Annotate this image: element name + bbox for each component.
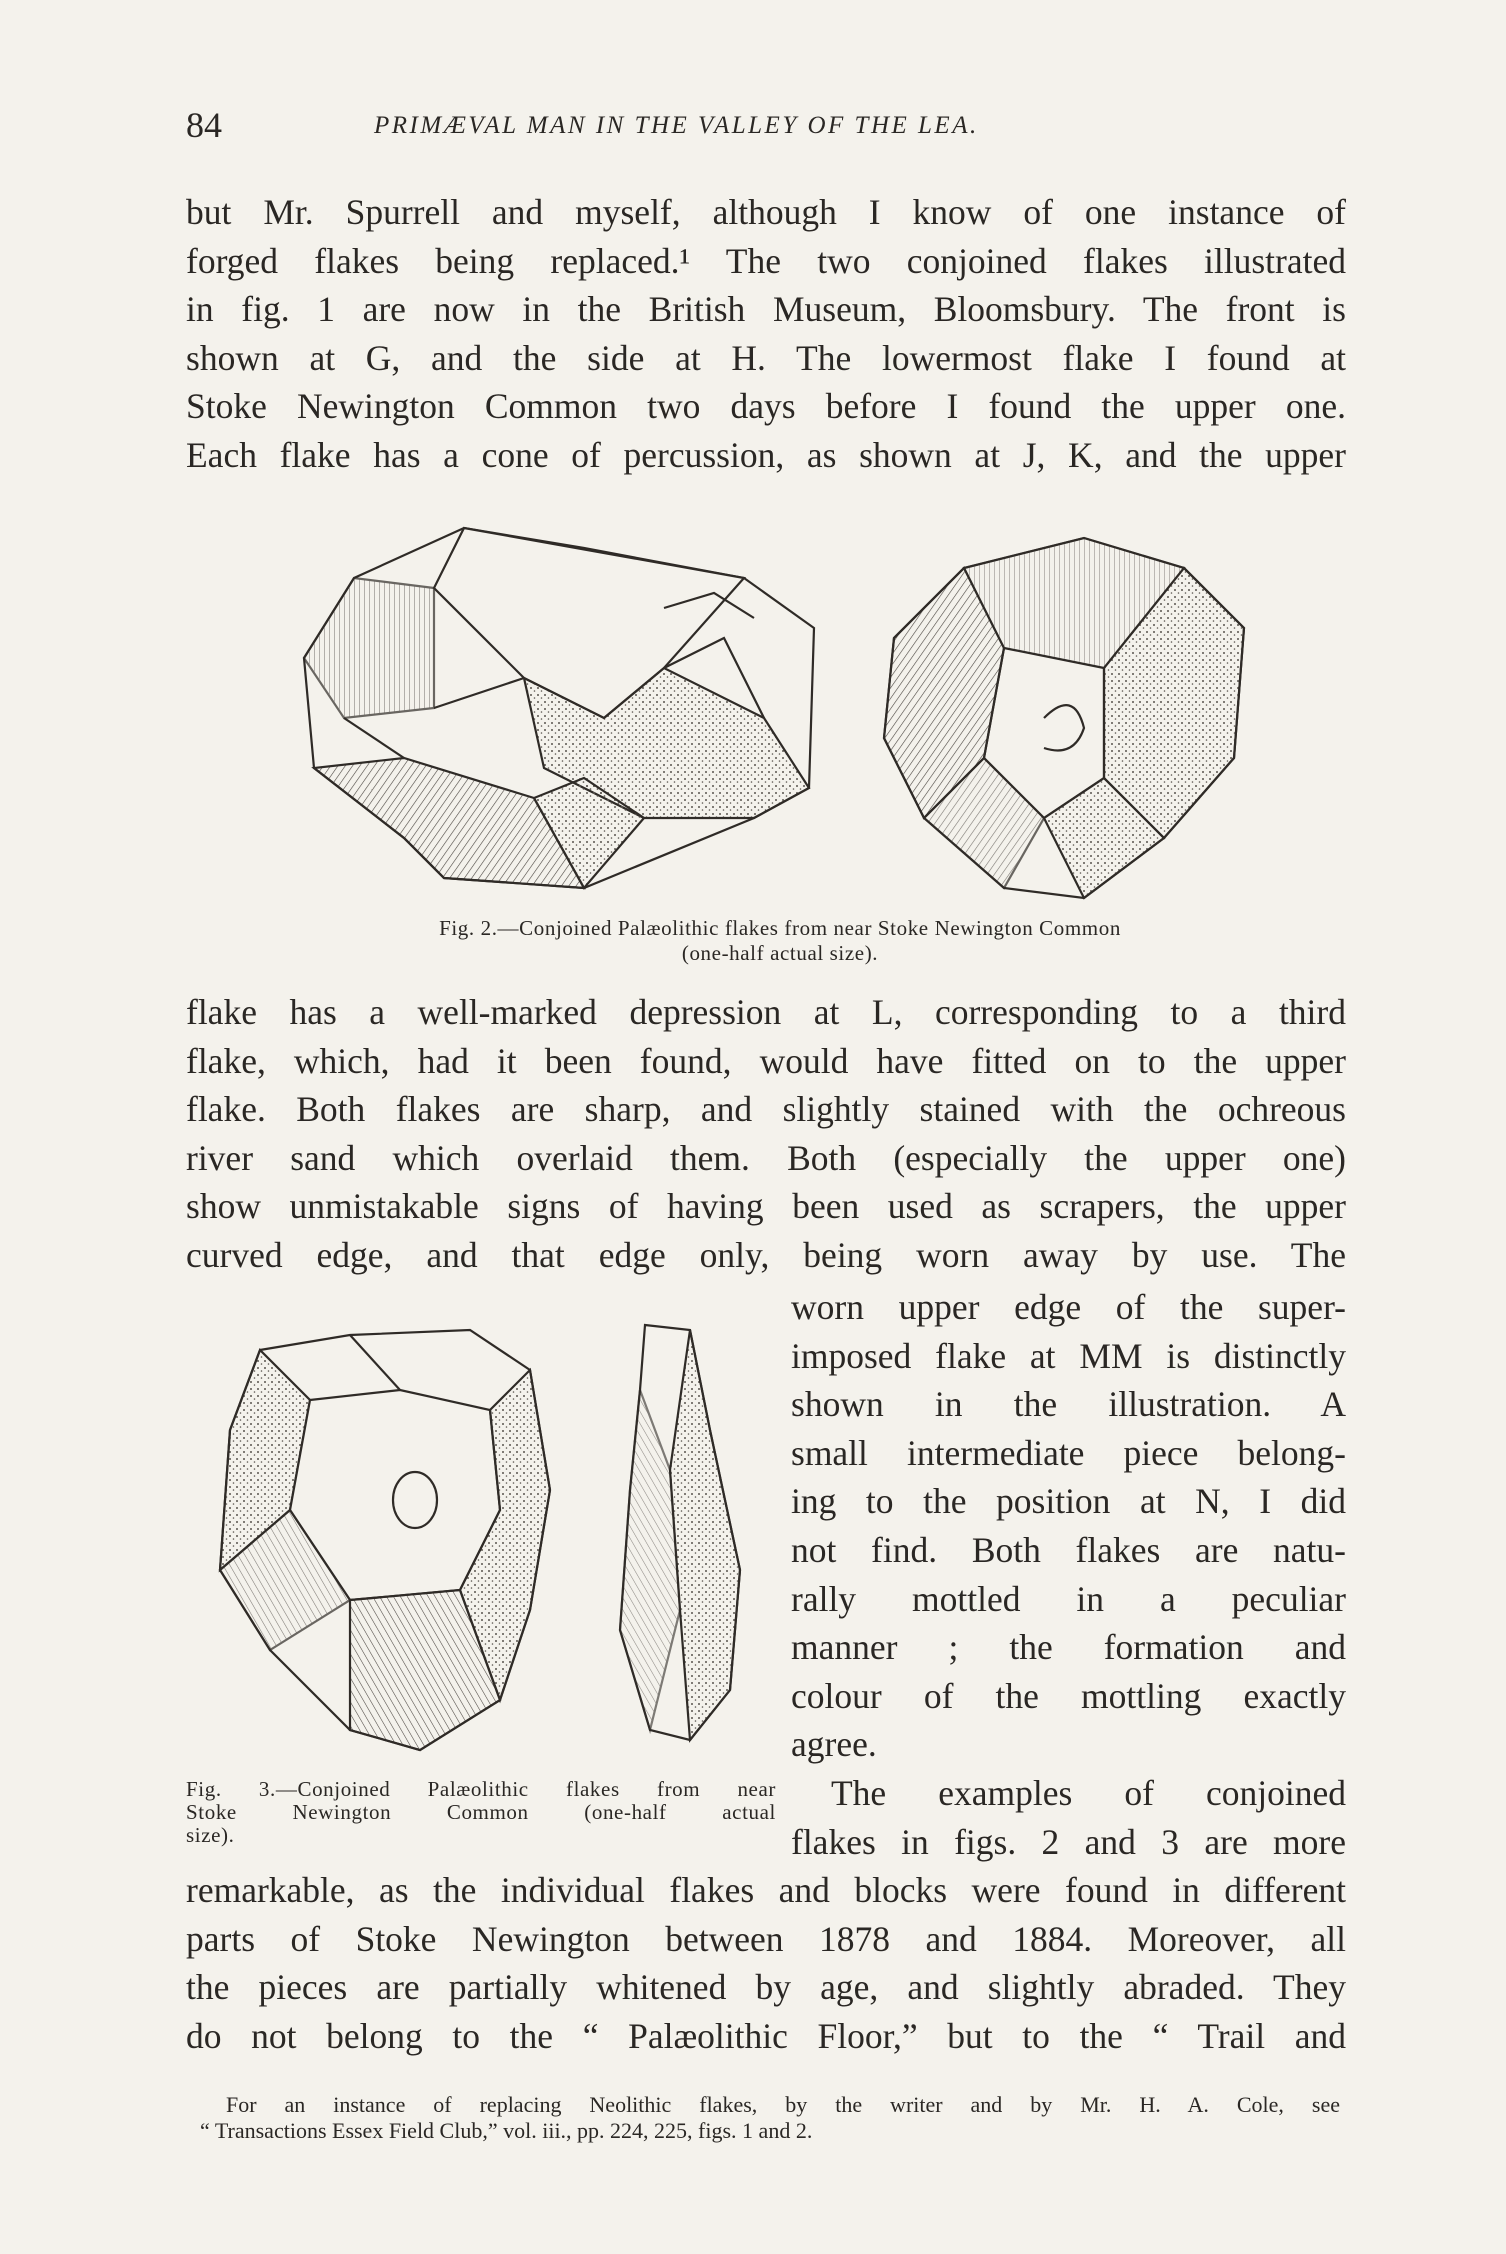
- footnote: [200, 2092, 1340, 2144]
- left-flake: [304, 528, 814, 888]
- text-line: Stoke Newington Common two days before I found the upper one.: [186, 386, 1346, 427]
- front-view-flake: [220, 1330, 550, 1750]
- text-line: agree.: [791, 1724, 877, 1765]
- running-title: PRIMÆVAL MAN IN THE VALLEY OF THE LEA.: [374, 112, 979, 139]
- text-line: Each flake has a cone of percussion, as shown at J, K, and the upper: [186, 434, 1346, 475]
- caption-line: size).: [186, 1823, 235, 1847]
- caption-line: Stoke Newington Common (one-half actual: [186, 1800, 776, 1824]
- paragraph-3: [791, 1283, 1346, 1866]
- text-line: curved edge, and that edge only, being worn away by use. The: [186, 1234, 1346, 1275]
- text-line: do not belong to the “ Palæolithic Floor,” but to the “ Trail and: [186, 2015, 1346, 2056]
- footnote-line: For an instance of replacing Neolithic flakes, by the writer and by Mr. H. A. Cole, see: [226, 2092, 1340, 2117]
- figure-3-caption: [186, 1778, 776, 1847]
- caption-line: (one-half actual size).: [681, 941, 879, 965]
- text-line: river sand which overlaid them. Both (especially the upper one): [186, 1137, 1346, 1178]
- text-line: ing to the position at N, I did: [791, 1481, 1346, 1522]
- text-line: in fig. 1 are now in the British Museum, Bloomsbury. The front is: [186, 289, 1346, 330]
- text-line: shown in the illustration. A: [791, 1384, 1346, 1425]
- text-line: small intermediate piece belong-: [791, 1432, 1346, 1473]
- caption-line: Fig. 3.—Conjoined Palæolithic flakes from near: [186, 1777, 776, 1801]
- text-line: flakes in figs. 2 and 3 are more: [791, 1821, 1346, 1862]
- text-line: manner ; the formation and: [791, 1627, 1346, 1668]
- text-line: colour of the mottling exactly: [791, 1675, 1346, 1716]
- figure-2-illustration: [284, 518, 1284, 908]
- page-header: [186, 104, 1346, 154]
- paragraph-4: [186, 1866, 1346, 2060]
- caption-line: Fig. 2.—Conjoined Palæolithic flakes from near Stoke Newington Common: [439, 916, 1121, 940]
- text-line: the pieces are partially whitened by age, and slightly abraded. They: [186, 1967, 1346, 2008]
- text-line: worn upper edge of the super-: [791, 1287, 1346, 1327]
- flint-flakes-drawing: [284, 518, 1284, 908]
- text-line: flake has a well-marked depression at L, corresponding to a third: [186, 992, 1346, 1032]
- text-line: The examples of conjoined: [831, 1772, 1346, 1813]
- text-line: remarkable, as the individual flakes and blocks were found in different: [186, 1870, 1346, 1910]
- text-line: flake. Both flakes are sharp, and slightly stained with the ochreous: [186, 1089, 1346, 1130]
- text-line: but Mr. Spurrell and myself, although I know of one instance of: [186, 192, 1346, 232]
- text-line: flake, which, had it been found, would have fitted on to the upper: [186, 1040, 1346, 1081]
- text-line: not find. Both flakes are natu-: [791, 1529, 1346, 1570]
- page-number: 84: [186, 105, 222, 145]
- text-line: show unmistakable signs of having been used as scrapers, the upper: [186, 1186, 1346, 1227]
- figure-3-illustration: [200, 1310, 760, 1770]
- right-flake: [884, 538, 1244, 898]
- text-line: imposed flake at MM is distinctly: [791, 1335, 1346, 1376]
- paragraph-2: [186, 988, 1346, 1280]
- text-line: parts of Stoke Newington between 1878 and 1884. Moreover, all: [186, 1918, 1346, 1959]
- text-line: shown at G, and the side at H. The lowermost flake I found at: [186, 337, 1346, 378]
- side-view-flake: [620, 1325, 740, 1740]
- flint-flakes-side-drawing: [200, 1310, 760, 1770]
- footnote-line: “ Transactions Essex Field Club,” vol. iii., pp. 224, 225, figs. 1 and 2.: [200, 2118, 813, 2143]
- figure-2-caption: [320, 916, 1240, 966]
- text-line: forged flakes being replaced.¹ The two conjoined flakes illustrated: [186, 240, 1346, 281]
- paragraph-1: [186, 188, 1346, 480]
- text-line: rally mottled in a peculiar: [791, 1578, 1346, 1619]
